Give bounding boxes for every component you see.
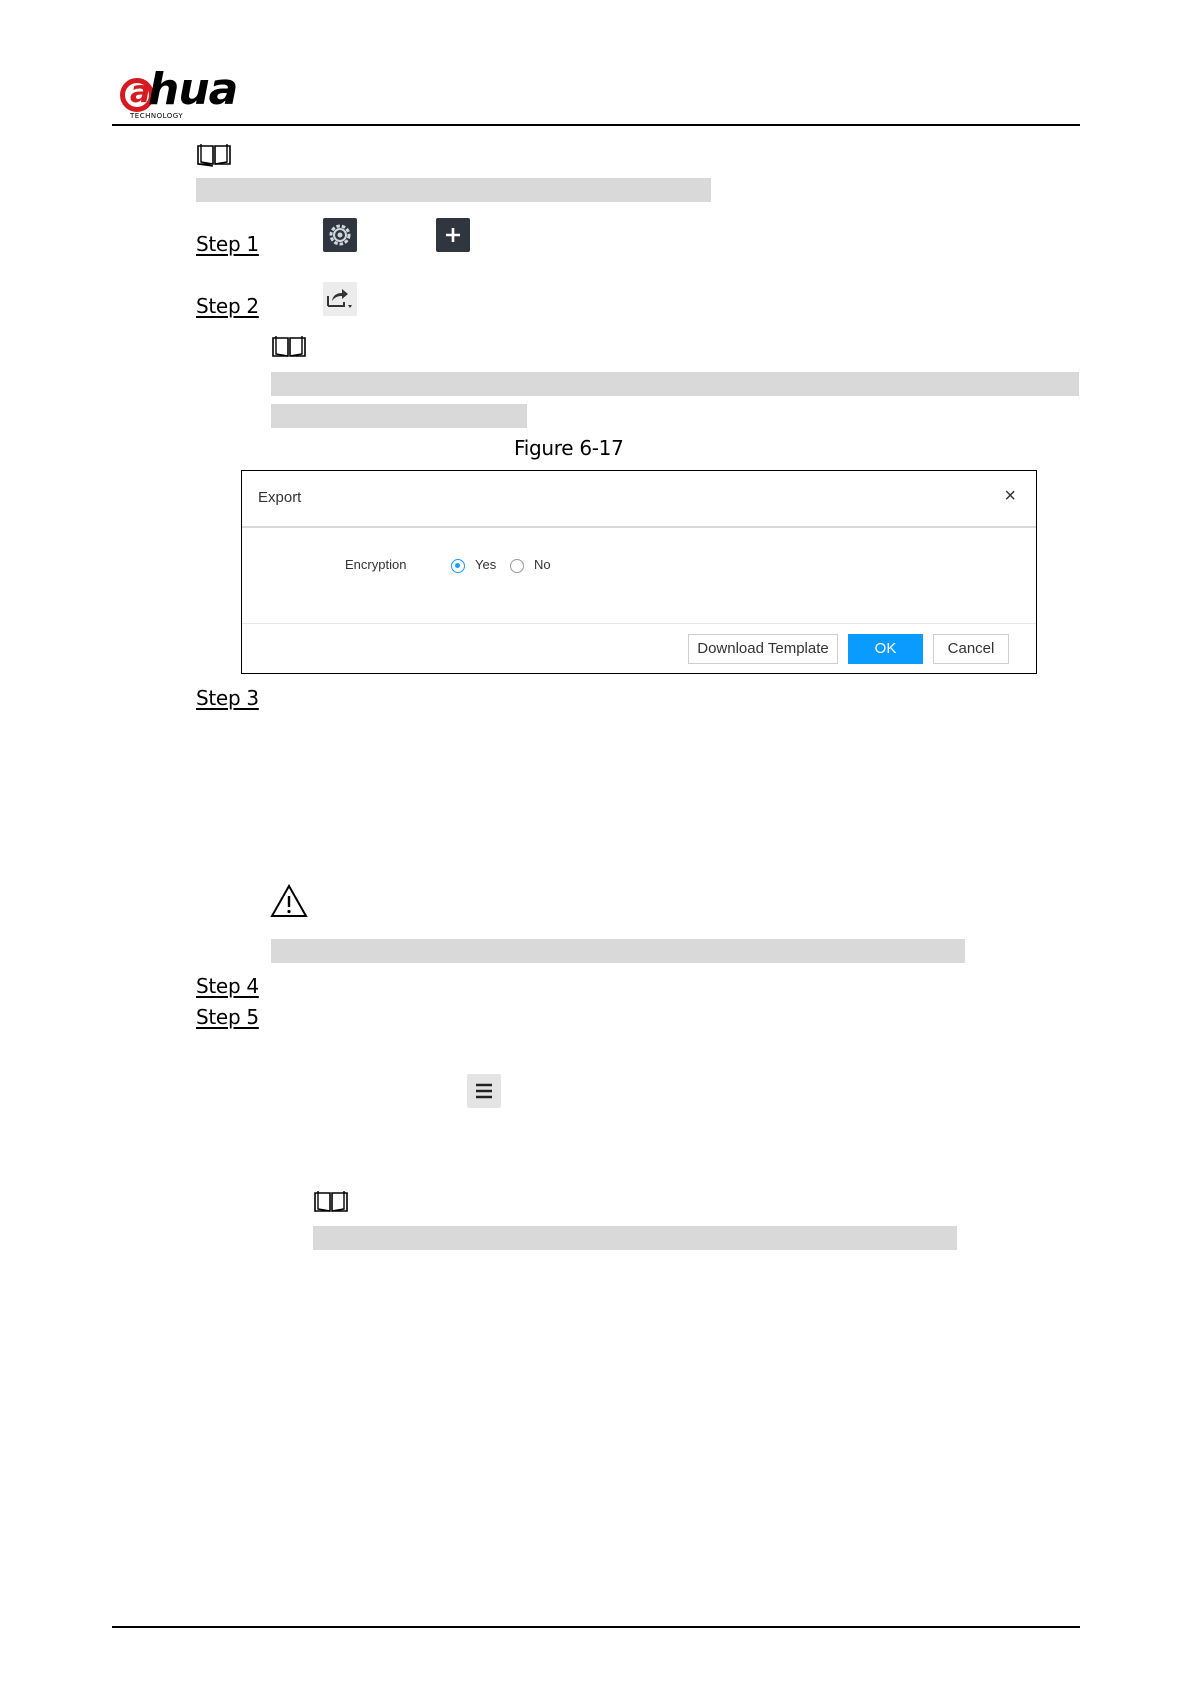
step-5-label: Step 5 bbox=[196, 1005, 259, 1029]
encryption-no-radio[interactable] bbox=[510, 559, 524, 573]
dialog-divider bbox=[242, 526, 1036, 528]
dahua-logo bbox=[120, 64, 260, 122]
figure-caption: Figure 6-17 bbox=[514, 436, 624, 460]
step-3-label: Step 3 bbox=[196, 686, 259, 710]
footer-rule bbox=[112, 1626, 1080, 1628]
export-dialog bbox=[241, 470, 1037, 674]
redacted-text bbox=[271, 372, 1079, 396]
step-1-label: Step 1 bbox=[196, 232, 259, 256]
redacted-text bbox=[196, 178, 711, 202]
dialog-title: Export bbox=[258, 489, 302, 506]
step-4-label: Step 4 bbox=[196, 974, 259, 998]
dialog-footer-divider bbox=[242, 623, 1036, 624]
note-book-icon bbox=[196, 143, 232, 167]
encryption-no-label: No bbox=[534, 557, 551, 572]
gear-icon bbox=[323, 218, 357, 252]
redacted-text bbox=[271, 939, 965, 963]
encryption-yes-radio[interactable] bbox=[451, 559, 465, 573]
export-icon bbox=[323, 282, 357, 316]
menu-icon bbox=[467, 1074, 501, 1108]
encryption-yes-label: Yes bbox=[475, 557, 497, 572]
plus-icon bbox=[436, 218, 470, 252]
logo-tagline: TECHNOLOGY bbox=[130, 112, 184, 120]
ok-button[interactable]: OK bbox=[848, 634, 923, 664]
note-book-icon bbox=[271, 335, 307, 359]
logo-mark: a bbox=[120, 78, 154, 112]
logo-wordmark: hua bbox=[148, 64, 238, 115]
header-rule bbox=[112, 124, 1080, 126]
warning-icon bbox=[270, 884, 308, 918]
note-book-icon bbox=[313, 1190, 349, 1214]
cancel-button[interactable]: Cancel bbox=[933, 634, 1009, 664]
close-icon[interactable]: × bbox=[1004, 485, 1016, 507]
redacted-text bbox=[271, 404, 527, 428]
encryption-label: Encryption bbox=[345, 557, 407, 572]
redacted-text bbox=[313, 1226, 957, 1250]
download-template-button[interactable]: Download Template bbox=[688, 634, 838, 664]
step-2-label: Step 2 bbox=[196, 294, 259, 318]
